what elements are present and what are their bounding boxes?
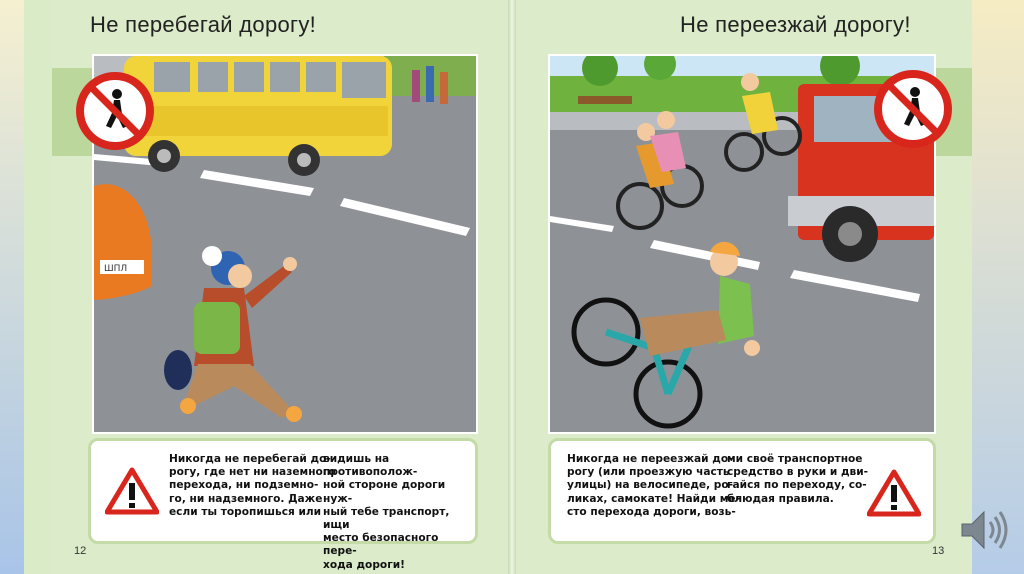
left-edge-strip: [0, 0, 24, 574]
left-text-col-1: Никогда не перебегай до- рогу, где нет ни наземного перехода, ни подземно- го, ни надземного. Даже если ты торопишься или: [169, 453, 336, 518]
right-text-col-1: Никогда не переезжай до- рогу (или проезжую часть улицы) на велосипеде, ро- ликах, самокате! Найди ме- сто перехода дороги, возь-: [567, 453, 740, 518]
right-text-box: [548, 438, 936, 544]
warning-triangle-icon: [105, 467, 159, 515]
left-page: [52, 0, 508, 574]
book-spine: [508, 0, 516, 574]
left-text-col-2: видишь на противополож- ной стороне дороги нуж- ный тебе транспорт, ищи место безопасного пере- хода дороги!: [323, 453, 450, 571]
warning-triangle-icon: [867, 469, 921, 517]
left-page-number: 12: [74, 545, 87, 557]
right-page-number: 13: [932, 545, 945, 557]
right-page: [516, 0, 972, 574]
car-plate: ШПЛ: [104, 264, 128, 274]
right-page-title: Не переезжай дорогу!: [680, 12, 911, 37]
speaker-icon[interactable]: [958, 506, 1010, 554]
no-pedestrians-sign-icon: [76, 72, 154, 150]
left-text-box: [88, 438, 478, 571]
left-page-title: Не перебегай дорогу!: [90, 12, 317, 37]
no-pedestrians-sign-icon: [874, 70, 952, 148]
right-edge-strip: [972, 0, 1024, 574]
right-text-col-2: ми своё транспортное средство в руки и дви- гайся по переходу, со- блюдая правила.: [727, 453, 869, 505]
